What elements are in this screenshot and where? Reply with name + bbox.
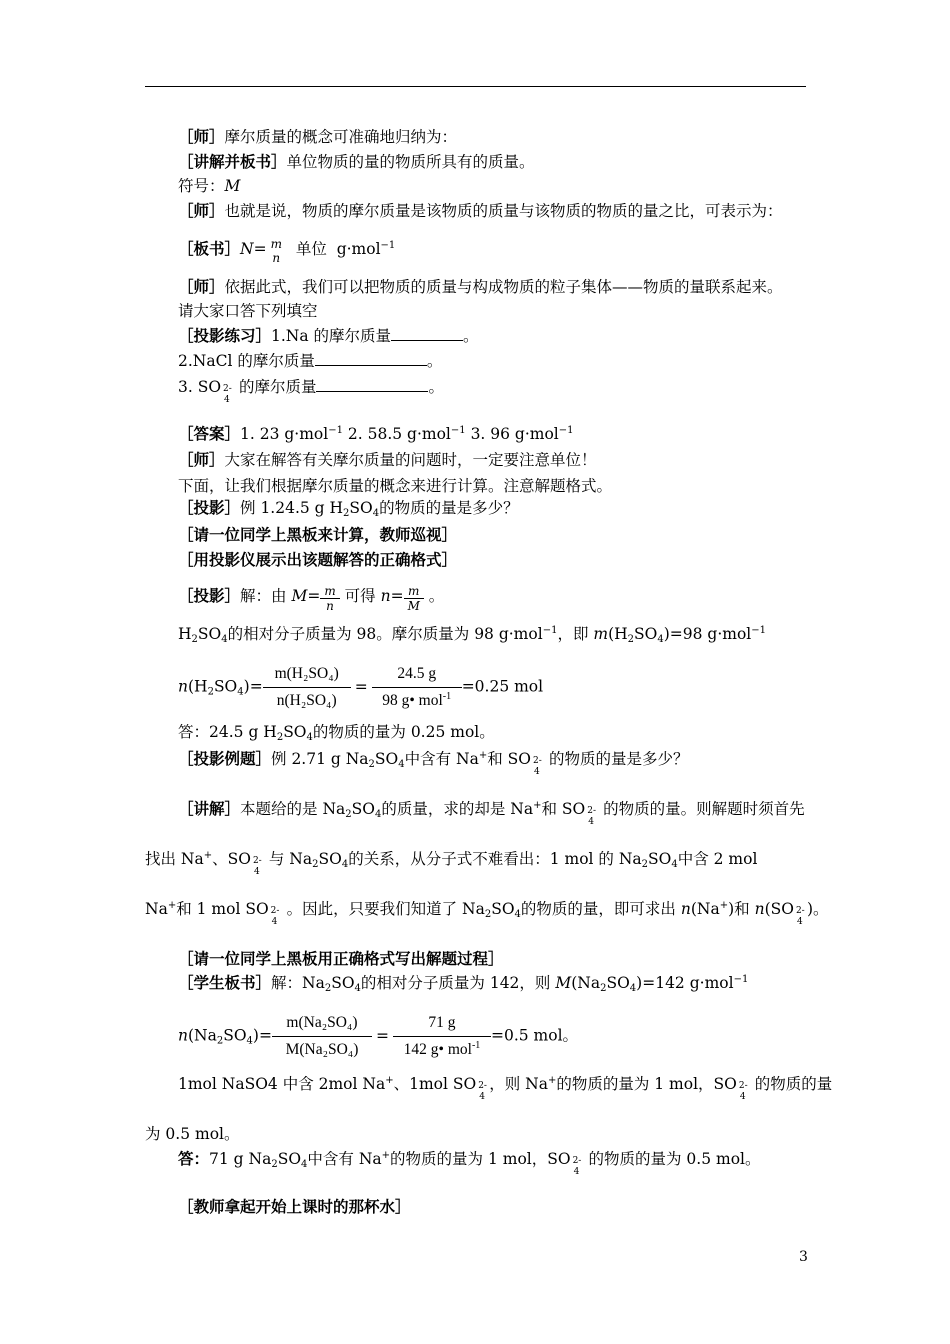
line-17-formula: ［投影］解：由 M= $\frac{m}{n}$ 可得 n= $\frac{m}{M}$ 。 <box>178 584 445 613</box>
header-rule <box>145 86 806 87</box>
line-11-answers: ［答案］1. 23 g·mol$^{-1}$ 2. 58.5 g·mol$^{-1}$ 3. 96 g·mol$^{-1}$ <box>178 424 574 443</box>
line-31: ［教师拿起开始上课时的那杯水］ <box>178 1197 411 1216</box>
line-30: 答：71 g $Na_2SO_4$中含有 Na+的物质的量为 1 mol，SO 2- 4 的物质的量为 0.5 mol。 <box>178 1149 761 1177</box>
line-1: ［师］摩尔质量的概念可准确地归纳为： <box>178 127 458 146</box>
line-29: 为 0.5 mol。 <box>145 1125 240 1143</box>
line-23: 找出 Na+、SO 2- 4 与 $Na_2SO_4$的关系，从分子式不难看出：1 mol 的 $Na_2SO_4$中含 2 mol <box>145 850 758 877</box>
line-18: $H_2SO_4$的相对分子质量为 98。摩尔质量为 98 g·mol$^{-1}$，即 $m(H_2SO_4)=98$ g·mol$^{-1}$ <box>178 625 767 645</box>
line-22: ［讲解］本题给的是 $Na_2SO_4$的质量，求的却是 Na+和 SO 2- 4 的物质的量。则解题时须首先 <box>178 799 805 827</box>
line-12: ［师］大家在解答有关摩尔质量的问题时，一定要注意单位！ <box>178 450 597 469</box>
line-16: ［用投影仪展示出该题解答的正确格式］ <box>178 550 458 569</box>
line-2: ［讲解并板书］单位物质的量的物质所具有的质量。 <box>178 152 535 171</box>
line-26: ［学生板书］解：$Na_2SO_4$的相对分子质量为 142，则 $M(Na_2SO_4)=142$ g·mol$^{-1}$ <box>178 973 749 994</box>
line-9: 2.NaCl 的摩尔质量 。 <box>178 352 443 370</box>
line-28: 1mol NaSO4 中含 2mol Na+、1mol SO 2- 4 ，则 Na+的物质的量为 1 mol，SO 2- 4 的物质的量 <box>178 1075 833 1102</box>
line-4: ［师］也就是说，物质的摩尔质量是该物质的质量与该物质的物质的量之比，可表示为： <box>178 201 783 220</box>
line-24: Na+和 1 mol SO 2- 4 。因此，只要我们知道了 $Na_2SO_4$的物质的量，即可求出 n(Na+)和 n(SO 2- 4 )。 <box>145 900 829 927</box>
line-21: ［投影例题］例 2.71 g $Na_2SO_4$中含有 Na+和 SO 2- 4 的物质的量是多少？ <box>178 749 689 777</box>
line-10: 3. SO 2- 4 的摩尔质量 。 <box>178 378 444 405</box>
line-14: ［投影］例 1.24.5 g $H_2SO_4$的物质的量是多少？ <box>178 498 519 519</box>
line-7: 请大家口答下列填空 <box>178 302 318 320</box>
page-number: 3 <box>799 1249 808 1265</box>
line-6: ［师］依据此式，我们可以把物质的质量与构成物质的粒子集体——物质的量联系起来。 <box>178 277 783 296</box>
line-3: 符号：M <box>178 177 241 195</box>
line-27-calc: $n(Na_2SO_4)=$ $\frac{\text{m(Na₂SO₄)}}{\text{M(Na₂SO₄)}}$ = $\frac{71 g}{142 g• mol^{-1}}$ =0.5 mol。 <box>178 1010 578 1063</box>
line-8: ［投影练习］1.Na 的摩尔质量 。 <box>178 326 479 345</box>
line-19-calc: $n(H_2SO_4)=$ $\frac{\text{m(H₂SO₄)}}{\text{n(H₂SO₄)}}$ = $\frac{24.5 g}{98 g• mol^{-1}}$ =0.25 mol <box>178 661 543 714</box>
line-13: 下面，让我们根据摩尔质量的概念来进行计算。注意解题格式。 <box>178 477 613 495</box>
line-20: 答：24.5 g $H_2SO_4$的物质的量为 0.25 mol。 <box>178 723 495 743</box>
line-5-formula: ［板书］N= m n 单位 g·mol$^{-1}$ <box>178 237 396 265</box>
line-15: ［请一位同学上黑板来计算，教师巡视］ <box>178 525 458 544</box>
line-25: ［请一位同学上黑板用正确格式写出解题过程］ <box>178 949 504 968</box>
